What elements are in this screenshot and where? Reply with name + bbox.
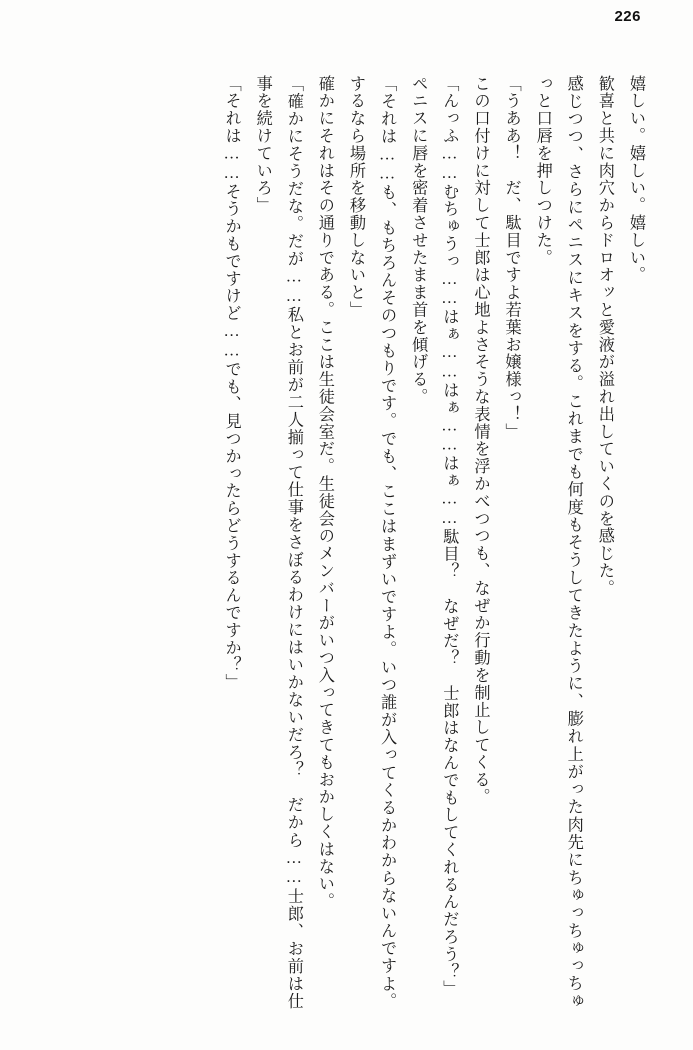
paragraph: 「それは……そうかもですけど……でも、見つかったらどうするんですか？」 <box>222 75 241 692</box>
paragraph: 感じつつ、さらにペニスにキスをする。これまでも何度もそうしてきたように、膨れ上がった肉先にちゅっちゅっちゅっと口唇を押しつけた。 <box>533 75 583 1010</box>
paragraph: 確かにそれはその通りである。ここは生徒会室だ。生徒会のメンバーがいつ入ってきてもおかしくはない。 <box>315 75 334 911</box>
page-number: 226 <box>614 8 641 25</box>
paragraph: 嬉しい。嬉しい。嬉しい。 <box>627 75 645 284</box>
vertical-text-body <box>36 58 651 1010</box>
paragraph: 「確かにそうだな。だが……私とお前が二人揃って仕事をさぼるわけにはいかないだろ？ だから……士郎、お前は仕事を続けていろ」 <box>253 75 303 1010</box>
paragraph: 「うああ！ だ、駄目ですよ若葉お嬢様っ！」 <box>502 75 521 441</box>
paragraph: 「それは……も、もちろんそのつもりです。でも、ここはまずいですよ。いつ誰が入ってくるかわからないんですよ。するなら場所を移動しないと」 <box>347 75 397 1010</box>
paragraph: 「んっふ……むちゅうっ……はぁ……はぁ……はぁ……駄目？ なぜだ？ 士郎はなんでもしてくれるんだろう？」 <box>440 75 459 998</box>
paragraph: ペニスに唇を密着させたまま首を傾げる。 <box>409 75 428 406</box>
paragraph: 歓喜と共に肉穴からドロオッと愛液が溢れ出していくのを感じた。 <box>595 75 614 597</box>
paragraph: この口付けに対して士郎は心地よさそうな表情を浮かべつつも、なぜか行動を制止してくる。 <box>471 75 490 806</box>
